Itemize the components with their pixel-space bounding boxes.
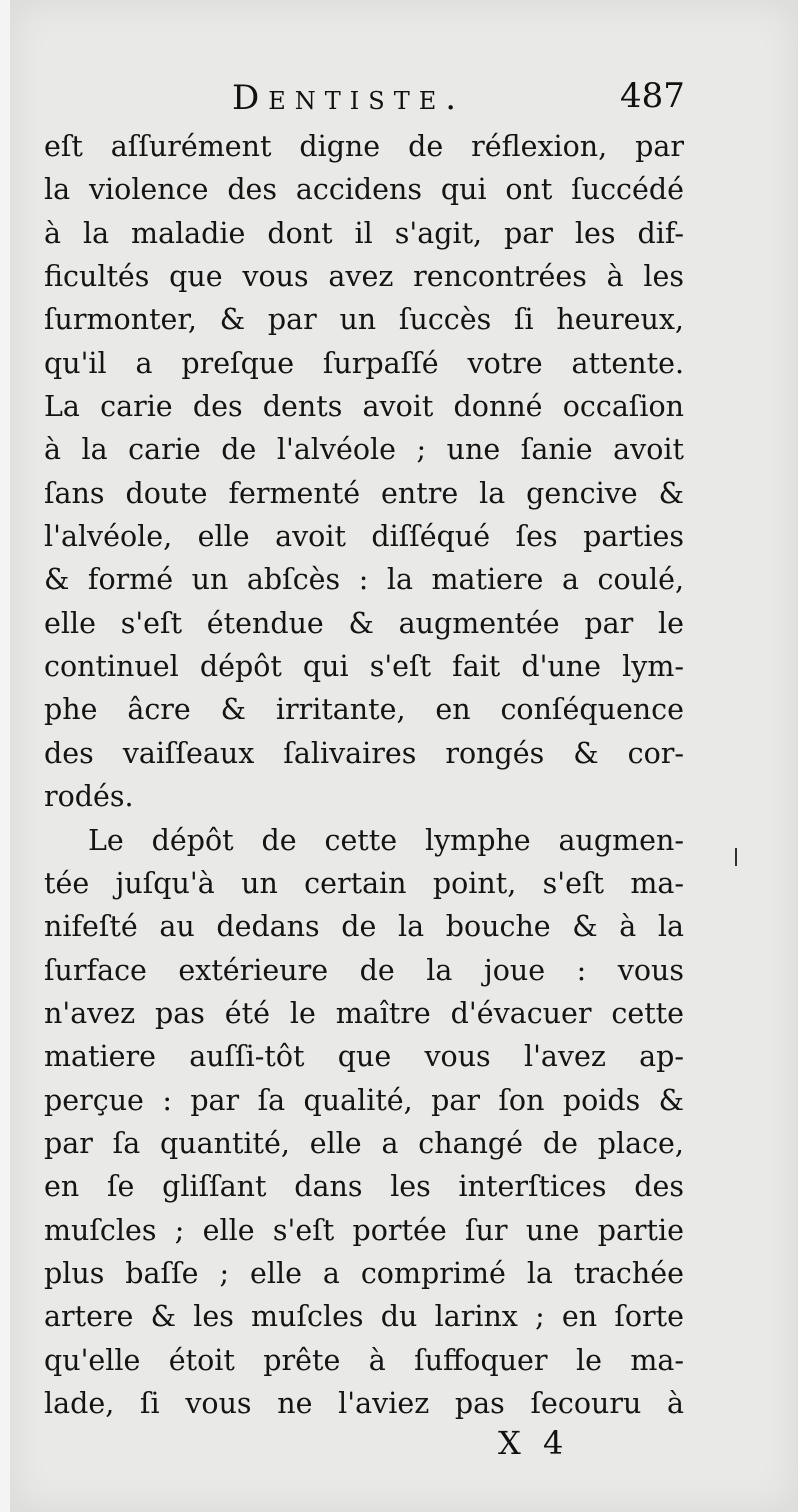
text-line: tée juſqu'à un certain point, s'eſt ma- bbox=[44, 866, 684, 900]
text-line: à la carie de l'alvéole ; une ſanie avoit bbox=[44, 433, 684, 467]
text-line: à la maladie dont il s'agit, par les dif- bbox=[44, 216, 684, 250]
text-line: ficultés que vous avez rencontrées à les bbox=[44, 260, 684, 294]
text-line: artere & les muſcles du larinx ; en ſorte bbox=[44, 1300, 684, 1334]
text-line: elle s'eſt étendue & augmentée par le bbox=[44, 606, 684, 640]
text-line: en ſe gliſſant dans les interſtices des bbox=[44, 1170, 684, 1204]
text-line: par ſa quantité, elle a changé de place, bbox=[44, 1126, 684, 1160]
page-number: 487 bbox=[620, 76, 685, 116]
text-line: nifeſté au dedans de la bouche & à la bbox=[44, 910, 684, 944]
margin-mark bbox=[735, 848, 737, 866]
text-line: l'alvéole, elle avoit diſſéqué ſes parties bbox=[44, 520, 684, 554]
text-line: eſt aſſurément digne de réflexion, par bbox=[44, 130, 684, 163]
text-line: des vaiſſeaux ſalivaires rongés & cor- bbox=[44, 736, 684, 770]
text-line: matiere auſſi-tôt que vous l'avez ap- bbox=[44, 1040, 684, 1074]
text-line: Le dépôt de cette lymphe augmen- bbox=[88, 823, 684, 857]
text-line: qu'elle étoit prête à ſuffoquer le ma- bbox=[44, 1343, 684, 1377]
body-text bbox=[44, 125, 684, 1425]
text-line: rodés. bbox=[44, 780, 134, 814]
running-title: Dentiste. bbox=[232, 78, 466, 118]
text-line: phe âcre & irritante, en conſéquence bbox=[44, 693, 684, 727]
text-line: muſcles ; elle s'eſt portée ſur une partie bbox=[44, 1213, 684, 1247]
text-line: ſurmonter, & par un ſuccès ſi heureux, bbox=[44, 303, 684, 337]
text-line: perçue : par ſa qualité, par ſon poids & bbox=[44, 1083, 684, 1117]
text-line: & formé un abſcès : la matiere a coulé, bbox=[44, 563, 684, 597]
text-line: ſurface extérieure de la joue : vous bbox=[44, 953, 684, 987]
text-line: continuel dépôt qui s'eſt fait d'une lym- bbox=[44, 650, 684, 684]
text-line: ſans doute fermenté entre la gencive & bbox=[44, 476, 684, 510]
text-line: la violence des accidens qui ont ſuccédé bbox=[44, 173, 684, 207]
signature-mark: X 4 bbox=[498, 1424, 570, 1462]
text-line: plus baſſe ; elle a comprimé la trachée bbox=[44, 1256, 684, 1290]
text-line: lade, ſi vous ne l'aviez pas ſecouru à bbox=[44, 1386, 684, 1420]
page-header bbox=[0, 70, 800, 130]
text-line: qu'il a preſque ſurpaſſé votre attente. bbox=[44, 346, 684, 380]
text-line: La carie des dents avoit donné occaſion bbox=[44, 390, 684, 424]
text-line: n'avez pas été le maître d'évacuer cette bbox=[44, 996, 684, 1030]
